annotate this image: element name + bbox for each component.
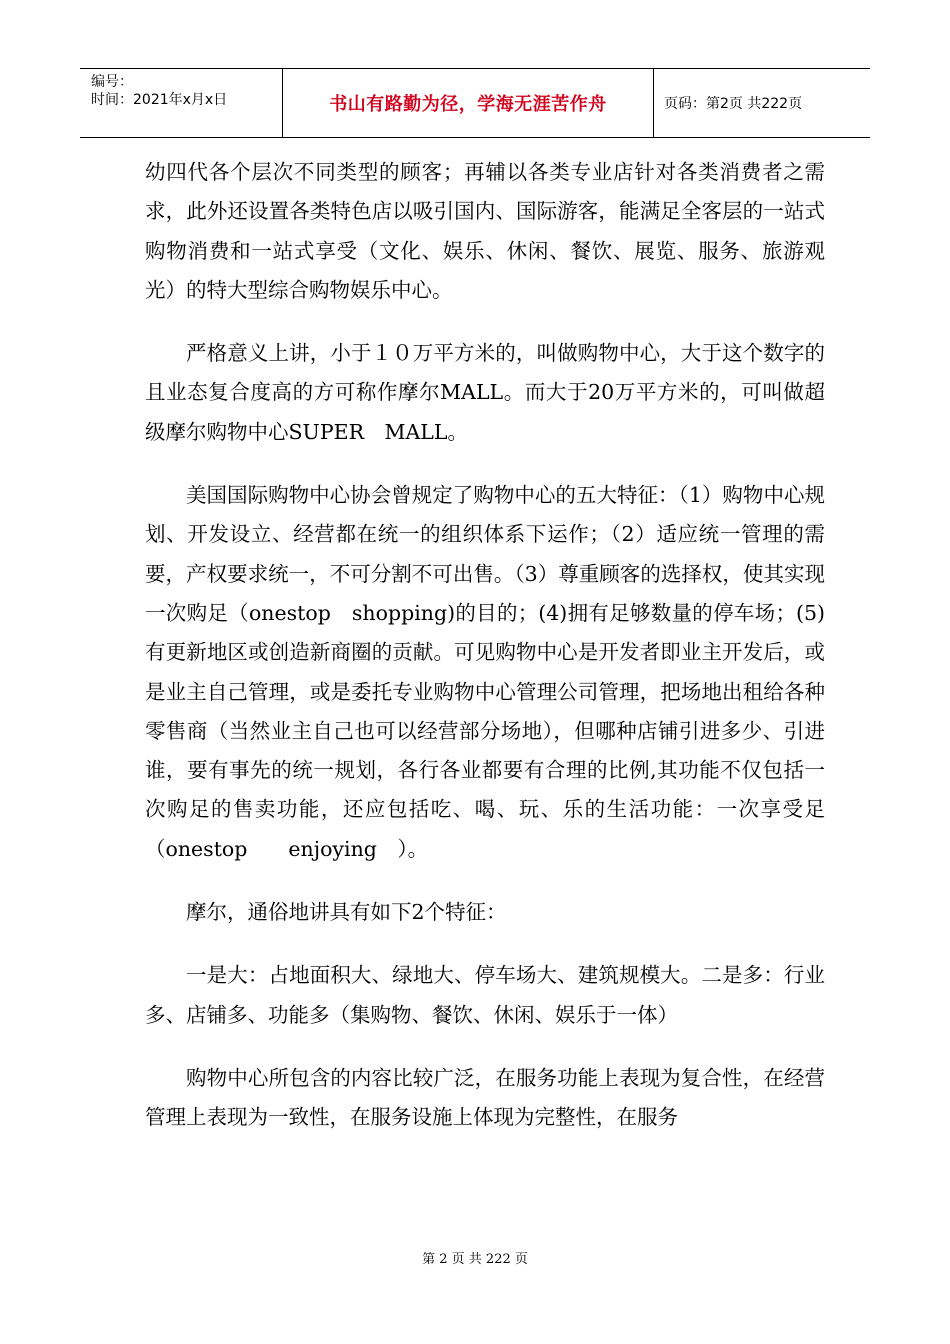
header-motto-cell <box>283 69 654 137</box>
paragraph: 一是大：占地面积大、绿地大、停车场大、建筑规模大。二是多：行业多、店铺多、功能多（集购物、餐饮、休闲、娱乐于一体） <box>145 963 825 1027</box>
paragraph: 购物中心所包含的内容比较广泛，在服务功能上表现为复合性，在经营管理上表现为一致性，在服务设施上体现为完整性，在服务 <box>145 1065 825 1130</box>
header-motto: 书山有路勤为径，学海无涯苦作舟 <box>329 94 607 115</box>
paragraph: 美国国际购物中心协会曾规定了购物中心的五大特征：（1）购物中心规划、开发设立、经营都在统一的组织体系下运作；（2）适应统一管理的需要，产权要求统一，不可分割不可出售。（3）尊重顾客的选择权，使其实现一次购足（onestop shopping)的目的；(4)拥有足够数量的停车场；(5)有更新地区或创造新商圈的贡献。可见购物中心是开发者即业主开发后，或是业主自己管理，或是委托专业购物中心管理公司管理，把场地出租给各种零售商（当然业主自己也可以经营部分场地），但哪种店铺引进多少、引进谁，要有事先的统一规划，各行各业都要有合理的比例,其功能不仅包括一次购足的售卖功能，还应包括吃、喝、玩、乐的生活功能：一次享受足（onestop enjoying ）。 <box>145 483 825 861</box>
page-footer <box>0 1248 950 1267</box>
document-body <box>145 153 825 1162</box>
header-page-cell <box>654 69 870 137</box>
paragraph: 严格意义上讲，小于１０万平方米的，叫做购物中心，大于这个数字的且业态复合度高的方可称作摩尔MALL。而大于20万平方米的，可叫做超级摩尔购物中心SUPER MALL。 <box>145 341 825 444</box>
document-number-label: 编号： <box>91 74 133 90</box>
document-time-label: 时间：2021年x月x日 <box>91 92 228 108</box>
header-page-info: 页码：第2页 共222页 <box>664 96 803 112</box>
paragraph: 摩尔，通俗地讲具有如下2个特征： <box>186 900 507 925</box>
page-header <box>80 68 870 138</box>
footer-page-number: 第 2 页 共 222 页 <box>422 1252 528 1267</box>
paragraph-continued: 幼四代各个层次不同类型的顾客；再辅以各类专业店针对各类消费者之需求，此外还设置各类特色店以吸引国内、国际游客，能满足全客层的一站式购物消费和一站式享受（文化、娱乐、休闲、餐饮、展览、服务、旅游观光）的特大型综合购物娱乐中心。 <box>145 160 825 302</box>
header-left-cell <box>80 69 283 137</box>
